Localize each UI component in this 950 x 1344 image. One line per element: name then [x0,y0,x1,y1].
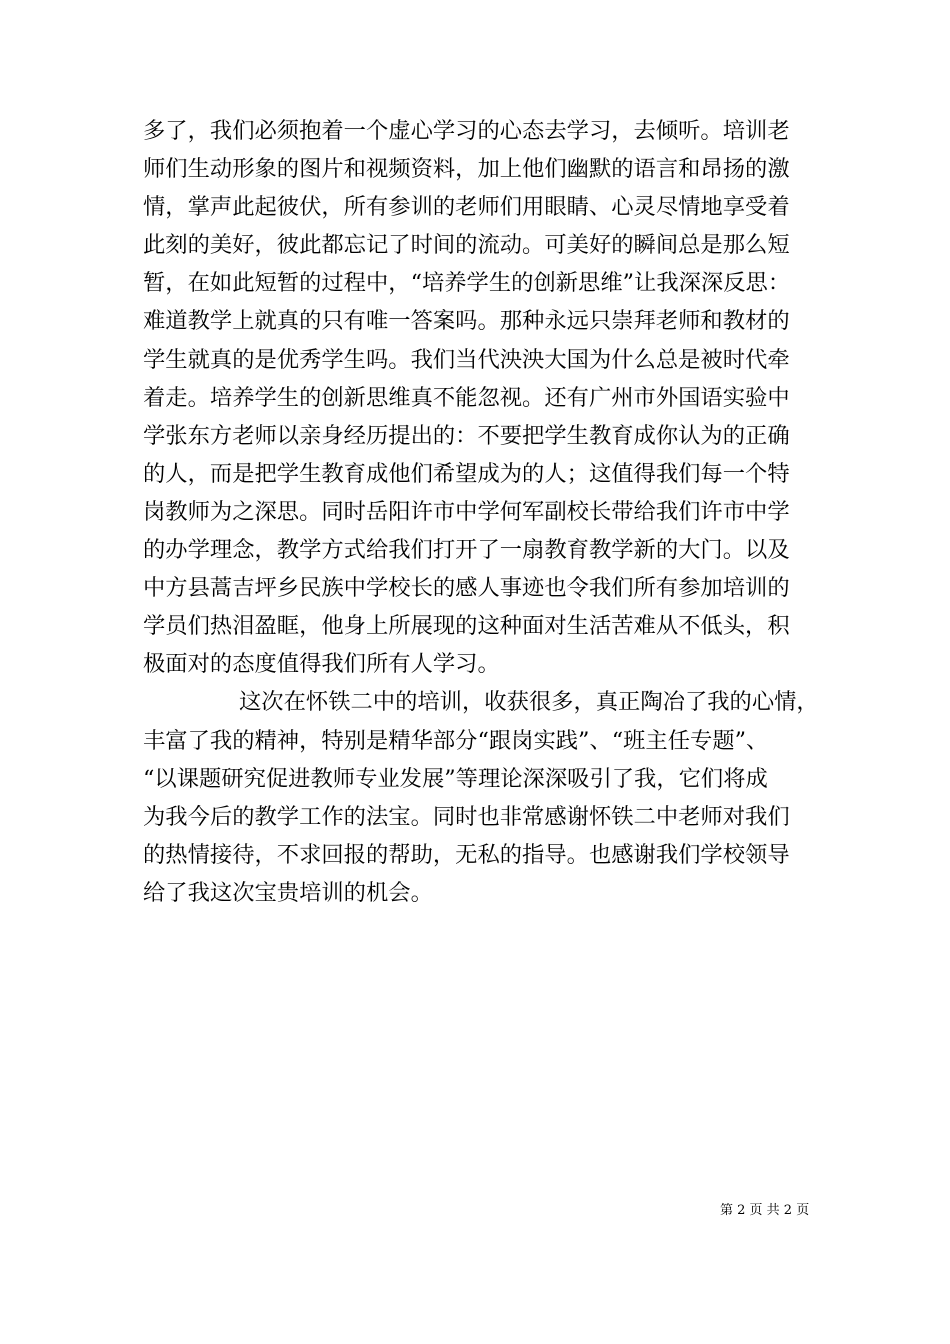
text-line: 极面对的态度值得我们所有人学习。 [143,651,500,678]
text-line: 着走。培养学生的创新思维真不能忽视。还有广州市外国语实验中 [143,384,790,411]
text-line: 的人，而是把学生教育成他们希望成为的人；这值得我们每一个特 [143,460,790,487]
paragraph-2 [143,683,833,912]
text-line: 岗教师为之深思。同时岳阳许市中学何军副校长带给我们许市中学 [143,498,790,525]
text-line: 暂，在如此短暂的过程中，“培养学生的创新思维”让我深深反思： [143,270,791,297]
text-line: 多了，我们必须抱着一个虚心学习的心态去学习，去倾听。培训老 [143,118,790,144]
text-line: 丰富了我的精神，特别是精华部分“跟岗实践”、“班主任专题”、 [143,727,769,754]
document-body [143,112,833,912]
text-line: 为我今后的教学工作的法宝。同时也非常感谢怀铁二中老师对我们 [143,803,790,830]
text-line: 此刻的美好，彼此都忘记了时间的流动。可美好的瞬间总是那么短 [143,232,790,259]
text-line: 学张东方老师以亲身经历提出的：不要把学生教育成你认为的正确 [143,422,790,449]
text-line: 难道教学上就真的只有唯一答案吗。那种永远只崇拜老师和教材的 [143,308,790,335]
text-line: 的热情接待，不求回报的帮助，无私的指导。也感谢我们学校领导 [143,841,790,868]
text-line: 的办学理念，教学方式给我们打开了一扇教育教学新的大门。以及 [143,537,790,564]
page-number: 第 2 页 共 2 页 [720,1203,810,1218]
paragraph-1 [143,112,833,683]
text-line: 情，掌声此起彼伏，所有参训的老师们用眼睛、心灵尽情地享受着 [143,194,790,221]
text-line: 学员们热泪盈眶，他身上所展现的这种面对生活苦难从不低头，积 [143,613,790,640]
text-line: 中方县蒿吉坪乡民族中学校长的感人事迹也令我们所有参加培训的 [143,575,790,602]
text-line: 这次在怀铁二中的培训，收获很多，真正陶冶了我的心情， [239,689,819,716]
text-line: “以课题研究促进教师专业发展”等理论深深吸引了我，它们将成 [143,765,768,792]
text-line: 学生就真的是优秀学生吗。我们当代泱泱大国为什么总是被时代牵 [143,346,790,373]
text-line: 师们生动形象的图片和视频资料，加上他们幽默的语言和昂扬的激 [143,156,790,183]
text-line: 给了我这次宝贵培训的机会。 [143,879,433,906]
